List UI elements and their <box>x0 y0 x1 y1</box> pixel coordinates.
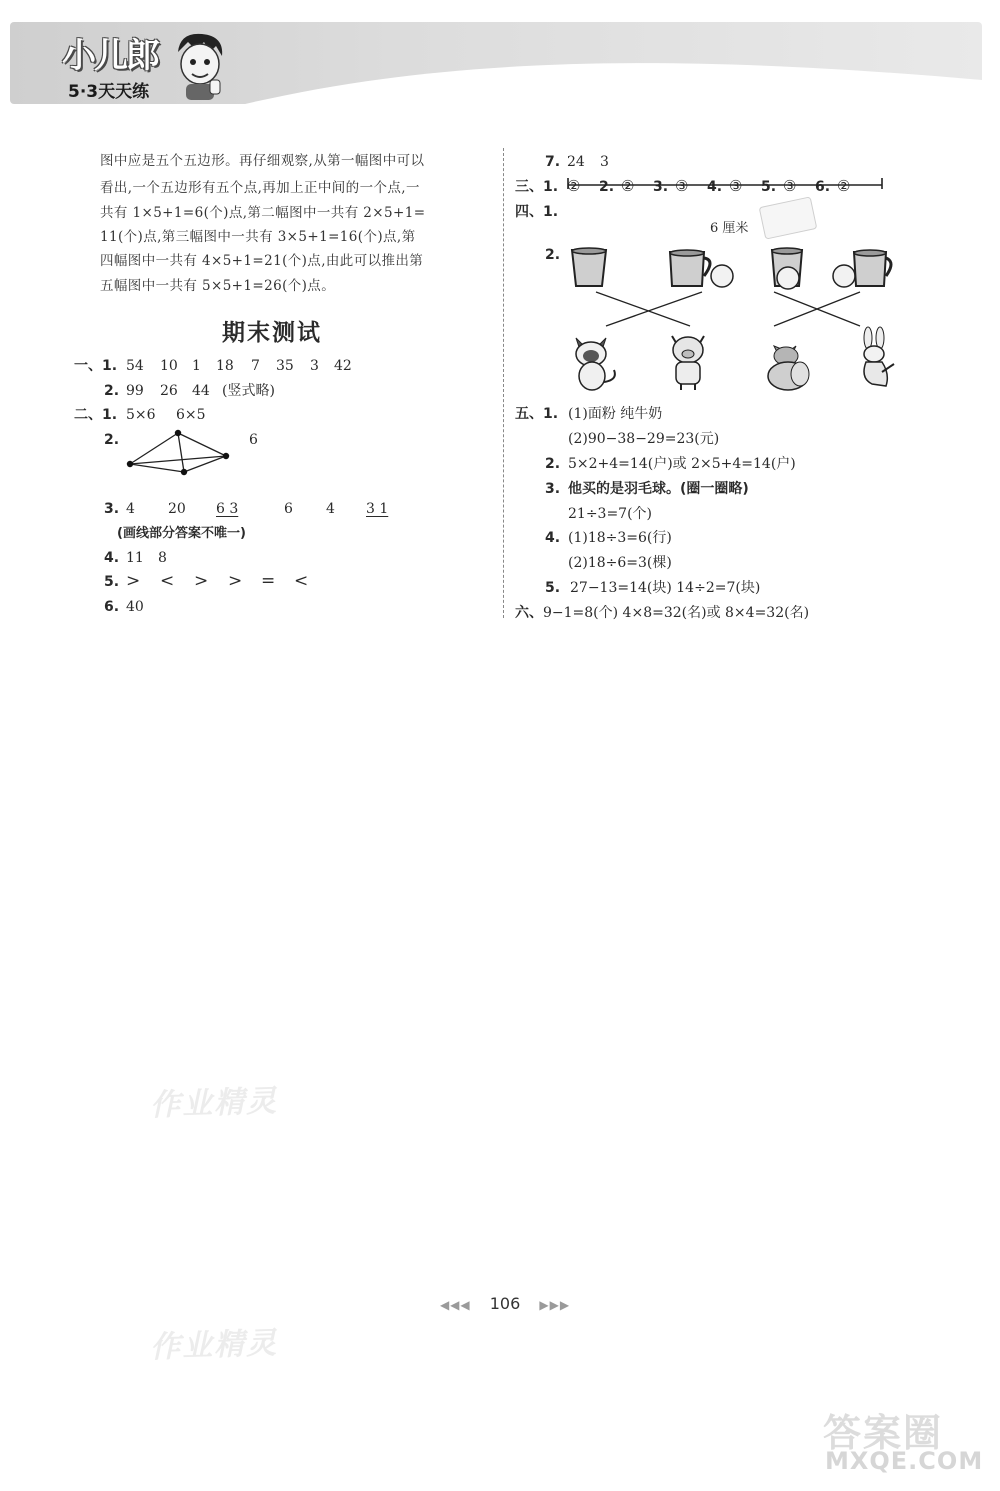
watermark-text: 作业精灵 <box>149 1325 279 1366</box>
q1-answer: 10 <box>160 358 178 374</box>
q1-answer: 42 <box>334 358 352 374</box>
q2-5-sign: < <box>160 571 175 591</box>
q1-answer: 1 <box>192 358 201 374</box>
mascot-boy-icon <box>170 30 230 102</box>
q2-2-label: 2. <box>104 432 120 448</box>
ball-with-mug-icon <box>832 246 896 290</box>
r5-label: 五、1. <box>515 406 559 422</box>
r3-num: 2. <box>599 179 615 195</box>
q2-1-answer: 6×5 <box>176 407 206 423</box>
watermark-text: 作业精灵 <box>149 1083 279 1124</box>
q2-5-label: 5. <box>104 574 120 590</box>
rabbit-icon <box>852 326 898 392</box>
site-url-text: MXQE.COM <box>825 1447 984 1475</box>
r5-2-answer: 5×2+4=14(户)或 2×5+4=14(户) <box>568 456 796 472</box>
section-title: 期末测试 <box>222 320 322 346</box>
q1-answer: 18 <box>216 358 234 374</box>
r7-answer: 3 <box>600 154 609 170</box>
q2-5-sign: > <box>228 571 243 591</box>
r5-2-label: 2. <box>545 456 561 472</box>
q2-3-answer-underlined: 3 1 <box>366 501 389 517</box>
r6-answer: 9−1=8(个) 4×8=32(名)或 8×4=32(名) <box>543 605 810 621</box>
q1-2-answer: 99 <box>126 383 144 399</box>
r5-3-label: 3. <box>545 481 561 497</box>
r6-label: 六、 <box>515 605 543 621</box>
next-arrows-icon: ▶▶▶ <box>539 1298 571 1312</box>
r7-label: 7. <box>545 154 561 170</box>
r4-label: 四、1. <box>515 204 559 220</box>
q2-2-answer: 6 <box>249 432 258 448</box>
brand-subtitle: 5·3天天练 <box>68 82 150 102</box>
r3-answer: ③ <box>729 177 743 195</box>
q2-3-answer-underlined: 6 3 <box>216 501 239 517</box>
brand-logo: 小儿郎 <box>62 36 158 76</box>
q2-2-diamond-diagram <box>124 428 236 476</box>
cup-icon <box>564 246 616 290</box>
page-number-bar <box>420 1294 590 1313</box>
r7-answer: 24 <box>567 154 585 170</box>
q2-3-answer: 6 <box>284 501 293 517</box>
matching-lines <box>560 286 900 330</box>
pig-icon <box>664 330 712 392</box>
r3-label: 三、1. <box>515 179 559 195</box>
q2-3-answer: 4 <box>126 501 135 517</box>
r3-num: 6. <box>815 179 831 195</box>
r3-answer: ② <box>567 177 581 195</box>
explanation-line-4: 11(个)点,第三幅图中一共有 3×5+1=16(个)点,第 <box>100 229 416 245</box>
q1-2-label: 2. <box>104 383 120 399</box>
explanation-line-5: 四幅图中一共有 4×5+1=21(个)点,由此可以推出第 <box>100 253 424 269</box>
q1-2-answer: 26 <box>160 383 178 399</box>
mug-with-ball-icon <box>664 246 736 290</box>
r5-4-answer-a: (1)18÷3=6(行) <box>568 530 672 546</box>
r5-4-label: 4. <box>545 530 561 546</box>
q1-answer: 7 <box>251 358 260 374</box>
squirrel-icon <box>762 340 814 392</box>
site-logo-text: 答案圈 <box>823 1411 944 1455</box>
q2-3-answer: 4 <box>326 501 335 517</box>
r3-answer: ② <box>621 177 635 195</box>
stamp-watermark-icon <box>758 196 820 242</box>
q1-2-note: (竖式略) <box>222 383 275 399</box>
r3-num: 4. <box>707 179 723 195</box>
q2-4-answer: 11 <box>126 550 144 566</box>
r5-3-answer-a: 他买的是羽毛球。(圈一圈略) <box>568 481 749 497</box>
r5-4-answer-b: (2)18÷6=3(棵) <box>568 555 672 571</box>
prev-arrows-icon: ◀◀◀ <box>439 1298 471 1312</box>
q2-3-label: 3. <box>104 501 120 517</box>
r4-2-label: 2. <box>545 247 561 263</box>
q2-4-label: 4. <box>104 550 120 566</box>
q2-4-answer: 8 <box>158 550 167 566</box>
r3-answer: ② <box>837 177 851 195</box>
q2-label: 二、1. <box>74 407 118 423</box>
q1-answer: 54 <box>126 358 144 374</box>
r3-answer: ③ <box>675 177 689 195</box>
r5-5-answer: 27−13=14(块) 14÷2=7(块) <box>570 580 761 596</box>
r5-3-answer-b: 21÷3=7(个) <box>568 506 653 522</box>
r4-scale-label: 6 厘米 <box>710 221 749 236</box>
r5-1-answer-a: (1)面粉 纯牛奶 <box>568 406 663 422</box>
explanation-line-3: 共有 1×5+1=6(个)点,第二幅图中一共有 2×5+1= <box>100 205 426 221</box>
q2-6-label: 6. <box>104 599 120 615</box>
r5-5-label: 5. <box>545 580 561 596</box>
r3-num: 5. <box>761 179 777 195</box>
q2-5-sign: > <box>194 571 209 591</box>
q2-5-sign: = <box>261 571 276 591</box>
header-wave-decoration <box>220 40 982 110</box>
q1-answer: 3 <box>310 358 319 374</box>
column-divider <box>503 148 504 618</box>
q1-answer: 35 <box>276 358 294 374</box>
r3-num: 3. <box>653 179 669 195</box>
r5-1-answer-b: (2)90−38−29=23(元) <box>568 431 720 447</box>
q2-1-answer: 5×6 <box>126 407 156 423</box>
q2-5-sign: > <box>126 571 141 591</box>
q2-3-note: (画线部分答案不唯一) <box>117 526 246 541</box>
explanation-line-2: 看出,一个五边形有五个点,再加上正中间的一个点,一 <box>100 180 420 196</box>
six-cm-line-segment <box>567 176 883 190</box>
q2-5-sign: < <box>294 571 309 591</box>
q2-6-answer: 40 <box>126 599 144 615</box>
q2-3-answer: 20 <box>168 501 186 517</box>
explanation-line-1: 图中应是五个五边形。再仔细观察,从第一幅图中可以 <box>100 153 425 169</box>
page-number: 106 <box>489 1294 521 1313</box>
cup-with-ball-icon <box>766 246 810 290</box>
cat-icon <box>566 330 620 392</box>
q1-label: 一、1. <box>74 358 118 374</box>
explanation-line-6: 五幅图中一共有 5×5+1=26(个)点。 <box>100 278 336 294</box>
r3-answer: ③ <box>783 177 797 195</box>
q1-2-answer: 44 <box>192 383 210 399</box>
